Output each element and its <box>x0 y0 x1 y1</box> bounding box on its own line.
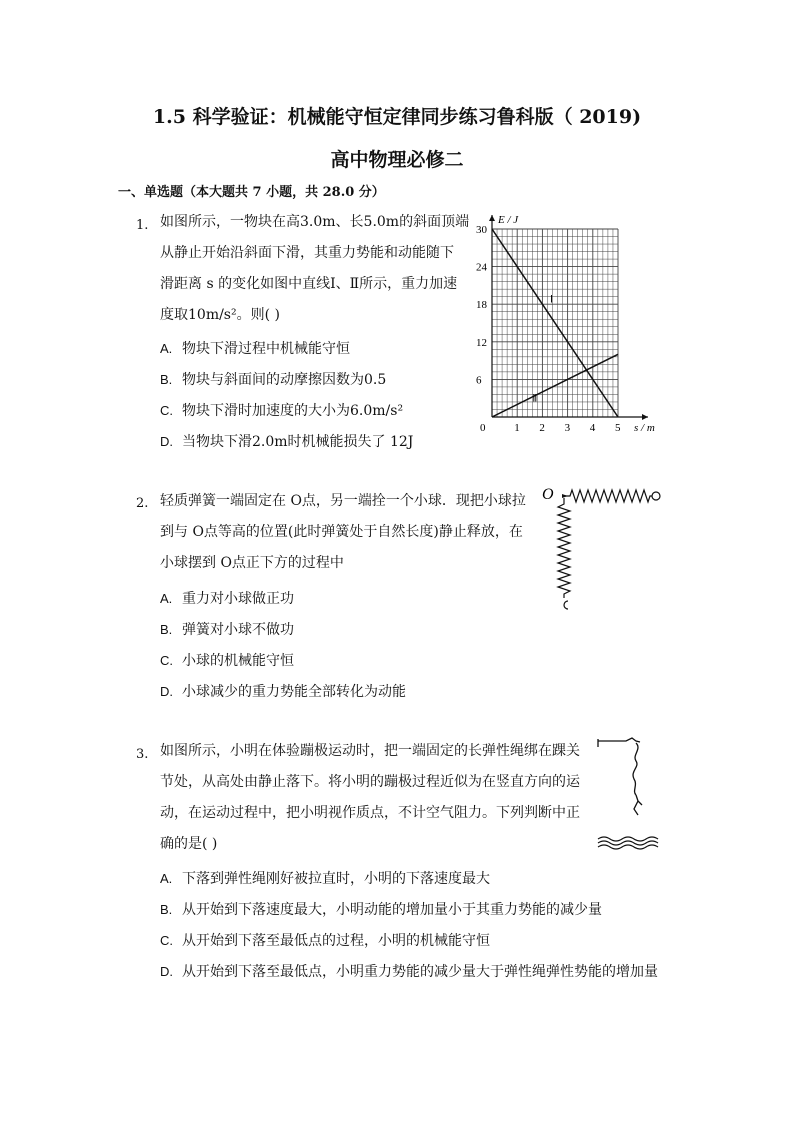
option-text: 重力对小球做正功 <box>182 591 294 607</box>
chart-axes <box>489 214 655 434</box>
question-3-option-d[interactable] <box>160 961 658 981</box>
question-2-line: 轻质弹簧一端固定在 O点，另一端拴一个小球．现把小球拉 <box>160 493 526 509</box>
chart-series <box>492 229 618 417</box>
spring-figure <box>536 480 666 615</box>
question-1-line: 滑距离 s 的变化如图中直线Ⅰ、Ⅱ所示，重力加速 <box>160 276 458 292</box>
option-text: 当物块下滑2.0m时机械能损失了 12J <box>182 434 414 450</box>
question-2-line: 到与 O点等高的位置(此时弹簧处于自然长度)静止释放，在 <box>160 524 523 540</box>
option-label: D. <box>160 964 173 979</box>
y-tick-label: 30 <box>476 224 487 236</box>
option-text: 物块下滑过程中机械能守恒 <box>182 341 350 357</box>
series-line-1 <box>492 229 618 417</box>
series-line-2 <box>492 354 618 417</box>
option-label: B. <box>160 622 173 637</box>
x-axis-arrow <box>642 414 648 420</box>
question-2-option-a[interactable] <box>160 588 294 608</box>
y-tick-label: 24 <box>476 261 487 274</box>
x-tick-label: 4 <box>589 422 596 434</box>
question-3-line: 动，在运动过程中，把小明视作质点，不计空气阻力。下列判断中正 <box>160 805 580 821</box>
question-3-line: 节处，从高处由静止落下。将小明的蹦极过程近似为在竖直方向的运 <box>160 774 580 790</box>
y-tick-label: 6 <box>476 374 482 387</box>
document-title-line1: 1.5 科学验证：机械能守恒定律同步练习鲁科版（ 2019) <box>152 106 642 128</box>
question-1-option-b[interactable] <box>160 369 386 389</box>
option-label: C. <box>160 653 173 668</box>
x-axis-label: s / m <box>634 422 655 434</box>
question-2-option-c[interactable] <box>160 650 294 670</box>
question-2-number: 2. <box>136 496 149 511</box>
ball-right <box>652 492 660 500</box>
y-axis-arrow <box>489 215 495 221</box>
x-tick-label: 5 <box>615 422 621 434</box>
question-1-line: 如图所示，一物块在高3.0m、长5.0m的斜面顶端 <box>160 214 470 230</box>
option-label: A. <box>160 591 173 606</box>
option-text: 小球减少的重力势能全部转化为动能 <box>182 684 406 700</box>
option-label: C. <box>160 933 173 948</box>
water-waves <box>598 837 658 849</box>
question-3-option-b[interactable] <box>160 899 602 919</box>
option-text: 下落到弹性绳刚好被拉直时，小明的下落速度最大 <box>182 871 490 887</box>
option-text: 物块下滑时加速度的大小为6.0m/s² <box>182 403 404 419</box>
question-1-number: 1. <box>136 218 149 233</box>
document-title-line2: 高中物理必修二 <box>330 149 464 171</box>
question-1-option-d[interactable] <box>160 431 413 451</box>
option-label: B. <box>160 902 173 917</box>
series-label-1: Ⅰ <box>549 294 553 306</box>
vertical-spring <box>558 498 570 598</box>
option-text: 从开始到下落至最低点的过程，小明的机械能守恒 <box>182 933 490 949</box>
question-1-option-c[interactable] <box>160 400 403 420</box>
option-text: 从开始到下落速度最大，小明动能的增加量小于其重力势能的减少量 <box>182 902 602 918</box>
option-label: B. <box>160 372 173 387</box>
x-tick-label: 1 <box>514 422 520 434</box>
bungee-cord <box>633 743 638 795</box>
jumper <box>634 795 642 815</box>
chart-ticks <box>476 224 621 434</box>
series-label-2: Ⅱ <box>532 393 538 405</box>
section-heading: 一、单选题（本大题共 7 小题，共 28.0 分） <box>118 185 385 200</box>
x-tick-label: 3 <box>564 422 571 434</box>
question-1-line: 度取10m/s²。则( ) <box>160 307 280 323</box>
x-tick-label: 2 <box>539 422 545 434</box>
option-label: C. <box>160 403 173 418</box>
option-label: D. <box>160 684 173 699</box>
question-3-option-c[interactable] <box>160 930 490 950</box>
y-axis-label: E / J <box>498 214 519 226</box>
platform <box>598 738 640 747</box>
bungee-figure <box>596 735 664 855</box>
option-label: A. <box>160 871 173 886</box>
pivot-mark <box>562 494 568 498</box>
x-tick-label: 0 <box>480 422 486 434</box>
energy-distance-chart <box>470 200 670 440</box>
option-text: 物块与斜面间的动摩擦因数为0.5 <box>182 372 387 388</box>
option-text: 从开始到下落至最低点，小明重力势能的减少量大于弹性绳弹性势能的增加量 <box>182 964 658 980</box>
y-tick-label: 12 <box>476 336 487 349</box>
question-1-option-a[interactable] <box>160 338 350 358</box>
option-text: 小球的机械能守恒 <box>182 653 294 669</box>
horizontal-spring <box>564 490 652 502</box>
question-1-line: 从静止开始沿斜面下滑，其重力势能和动能随下 <box>160 245 454 261</box>
question-3-line: 如图所示，小明在体验蹦极运动时，把一端固定的长弹性绳绑在踝关 <box>160 743 580 759</box>
question-2-option-b[interactable] <box>160 619 294 639</box>
option-text: 弹簧对小球不做功 <box>182 622 294 638</box>
question-3-option-a[interactable] <box>160 868 490 888</box>
option-label: D. <box>160 434 173 449</box>
question-3-number: 3. <box>136 747 149 762</box>
y-tick-label: 18 <box>476 299 487 312</box>
question-2-line: 小球摆到 O点正下方的过程中 <box>160 555 344 571</box>
question-2-option-d[interactable] <box>160 681 406 701</box>
option-label: A. <box>160 341 173 356</box>
question-3-line: 确的是( ) <box>160 836 218 852</box>
point-o-label: O <box>542 486 554 503</box>
ball-bottom <box>564 601 568 609</box>
